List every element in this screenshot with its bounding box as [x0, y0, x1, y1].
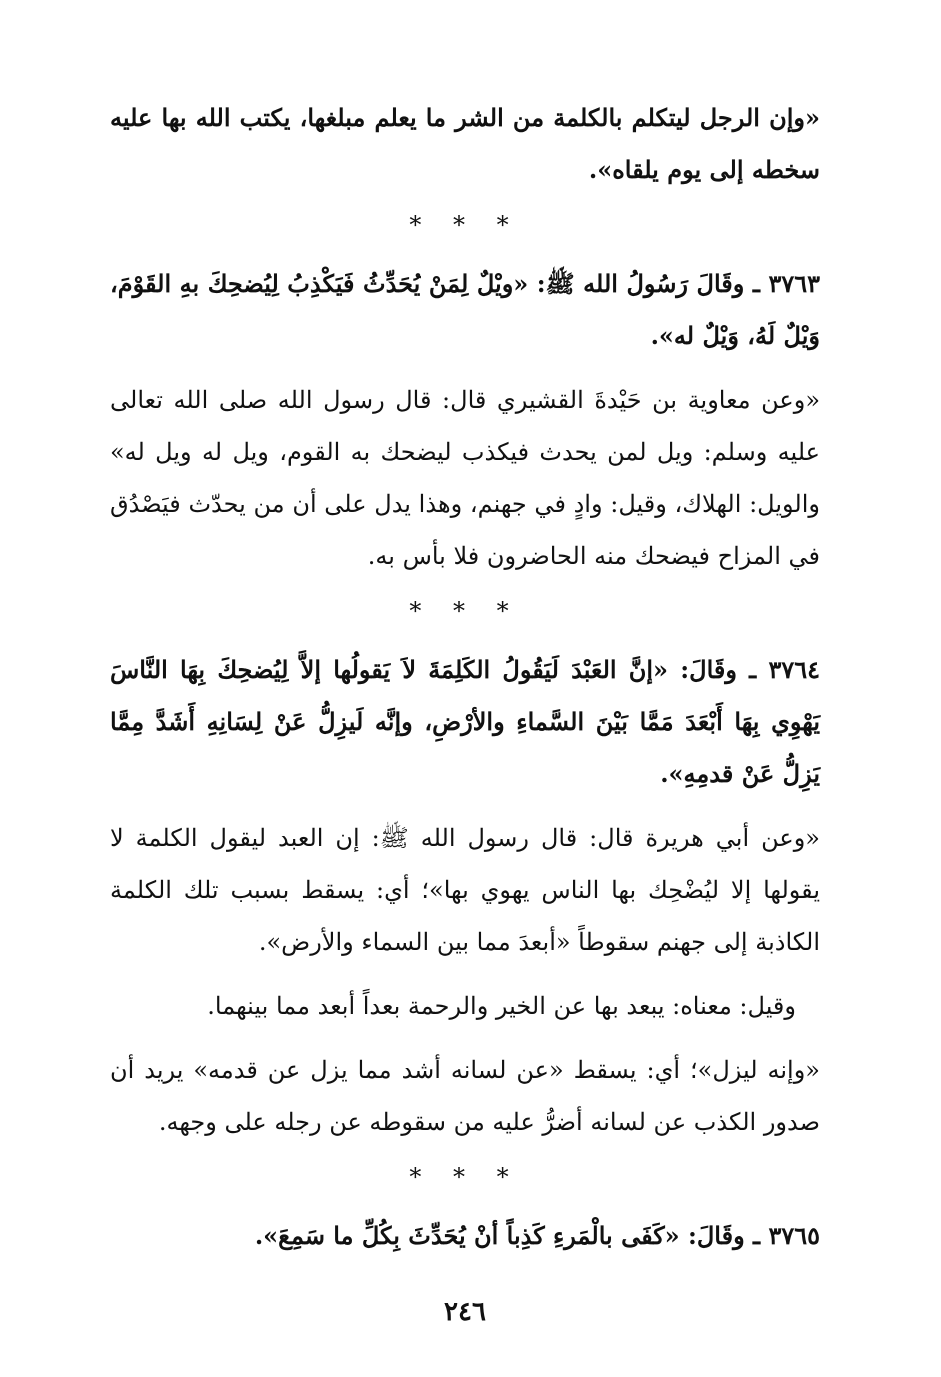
opening-paragraph: «وإن الرجل ليتكلم بالكلمة من الشر ما يعلم مبلغها، يكتب الله بها عليه سخطه إلى يوم يلقاه». — [110, 103, 820, 184]
hadith-3764: ٣٧٦٤ ـ وقَالَ: «إنَّ العَبْدَ لَيَقُولُ الكَلِمَةَ لاَ يَقولُها إلاَّ لِيُضحِكَ بِهَا النَّاسَ يَهْوِي بِهَا أَبْعَدَ مَمَّا بَيْنَ السَّماءِ والأرْضِ، وإنَّه لَيزِلُّ عَنْ لِسَانِهِ أَشَدَّ مِمَّا يَزِلُّ عَنْ قدمِهِ». — [110, 655, 820, 788]
hadith-3765: ٣٧٦٥ ـ وقَالَ: «كَفَى بالْمَرءِ كَذِباً أنْ يُحَدِّثَ بِكُلِّ ما سَمِعَ». — [254, 1221, 820, 1250]
page-number: ٢٤٦ — [444, 1297, 486, 1327]
commentary-3764-part-b: وقيل: معناه: يبعد بها عن الخير والرحمة بعداً أبعد مما بينهما. — [207, 992, 796, 1020]
commentary-3764-part-a: «وعن أبي هريرة قال: قال رسول الله ﷺ: إن العبد ليقول الكلمة لا يقولها إلا ليُضْحِك بها الناس يهوي بها»؛ أي: يسقط بسبب تلك الكلمة الكاذبة إلى جهنم سقوطاً «أبعدَ مما بين السماء والأرض». — [110, 824, 820, 956]
commentary-3763: «وعن معاوية بن حَيْدةَ القشيري قال: قال رسول الله صلى الله تعالى عليه وسلم: ويل لمن يحدث فيكذب ليضحك به القوم، ويل له ويل له» والويل: الهلاك، وقيل: وادٍ في جهنم، وهذا يدل على أن من يحدّث فيَصْدُق في المزاح فيضحك منه الحاضرون فلا بأس به. — [110, 386, 820, 570]
document-page — [110, 92, 820, 1338]
section-separator-2: * * * — [409, 597, 521, 625]
section-separator-3: * * * — [409, 1163, 521, 1191]
commentary-3764-part-c: «وإنه ليزل»؛ أي: يسقط «عن لسانه أشد مما يزل عن قدمه» يريد أن صدور الكذب عن لسانه أضرُّ عليه من سقوطه عن رجله على وجهه. — [110, 1056, 820, 1136]
section-separator-1: * * * — [409, 211, 521, 239]
hadith-3763: ٣٧٦٣ ـ وقَالَ رَسُولُ الله ﷺ: «ويْلٌ لِمَنْ يُحَدِّثُ فَيَكْذِبُ لِيُضحِكَ بهِ القَوْمَ، وَيْلٌ لَهُ، وَيْلٌ له». — [110, 269, 820, 350]
